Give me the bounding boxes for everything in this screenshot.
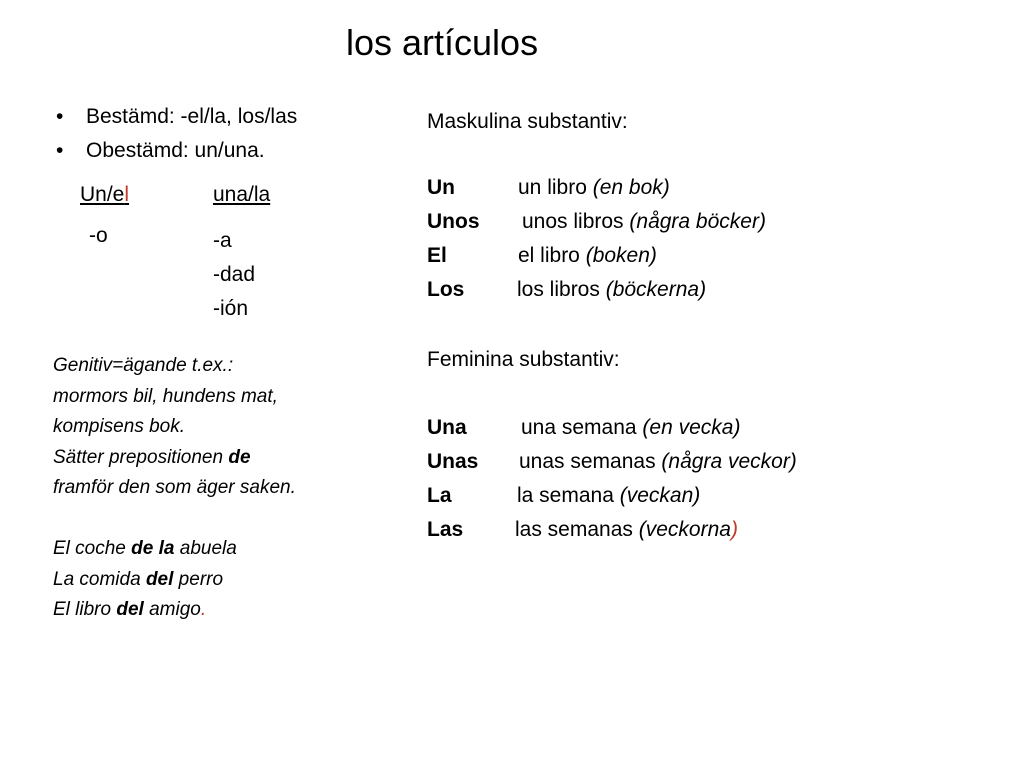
example-text: abuela [174, 538, 237, 559]
bullet-text: Bestämd: -el/la, los/las [86, 105, 298, 128]
example-text: la semana [517, 484, 620, 507]
masc-ending: -o [89, 224, 108, 247]
example-translation: (några böcker) [629, 210, 766, 233]
fem-ending: -a [213, 229, 232, 252]
bullet-dot-icon: • [56, 105, 64, 128]
genitive-line: Genitiv=ägande t.ex.: [53, 355, 234, 376]
article-example [522, 210, 766, 234]
article-example [517, 484, 700, 508]
genitive-example [53, 534, 393, 565]
article-example [518, 176, 670, 200]
example-text: El libro [53, 599, 117, 620]
example-translation: (veckorna [638, 518, 731, 541]
example-text: La comida [53, 568, 146, 590]
example-bold: del [116, 599, 144, 620]
fem-ending-header: una/la [213, 183, 271, 206]
genitive-block [53, 351, 393, 626]
article-label: Los [427, 278, 465, 301]
example-text: un libro [518, 176, 593, 199]
example-text: unas semanas [519, 450, 662, 473]
genitive-line: mormors bil, hundens mat, [53, 385, 278, 407]
masculine-heading: Maskulina substantiv: [427, 110, 628, 133]
example-translation: (en vecka) [642, 416, 741, 439]
example-text: las semanas [515, 518, 639, 541]
example-translation: (veckan) [619, 484, 701, 507]
article-row [427, 484, 927, 518]
article-row [427, 176, 927, 210]
article-example [515, 518, 738, 542]
article-label: El [427, 244, 447, 267]
example-text: los libros [517, 278, 606, 301]
example-text: El coche [53, 538, 132, 559]
genitive-example [53, 595, 393, 626]
spacer [53, 504, 393, 535]
article-example [517, 278, 706, 302]
fem-ending: -ión [213, 297, 249, 320]
example-text: una semana [521, 416, 643, 439]
masc-header-main: Un/e [80, 183, 125, 206]
masc-ending-header [80, 183, 129, 207]
example-translation: (böckerna) [605, 278, 707, 301]
bullet-list [56, 102, 396, 164]
bullet-item [56, 102, 396, 132]
example-translation: (boken) [585, 244, 657, 267]
article-label: Una [427, 416, 467, 439]
feminine-heading: Feminina substantiv: [427, 348, 620, 371]
article-row [427, 210, 927, 244]
bullet-dot-icon: • [56, 139, 64, 162]
example-red-suffix: . [200, 599, 207, 620]
genitive-bold: de [228, 446, 251, 468]
example-bold: del [145, 568, 174, 590]
article-label: Unas [427, 450, 479, 473]
genitive-line: framför den som äger saken. [53, 477, 296, 498]
article-row [427, 416, 927, 450]
feminine-table [427, 416, 927, 556]
slide-title: los artículos [346, 22, 539, 63]
article-label: Unos [427, 210, 480, 233]
masculine-table [427, 176, 927, 316]
article-row [427, 244, 927, 278]
example-bold: de la [131, 538, 175, 559]
genitive-line: kompisens bok. [53, 416, 186, 437]
example-text: unos libros [522, 210, 630, 233]
article-example [519, 450, 797, 474]
example-red-suffix: ) [730, 518, 738, 541]
article-label: Un [427, 176, 455, 199]
genitive-text: Sätter prepositionen [53, 446, 229, 468]
article-row [427, 518, 927, 552]
example-translation: (en bok) [592, 176, 670, 199]
genitive-line [53, 443, 393, 474]
bullet-item [56, 136, 396, 166]
article-example [521, 416, 740, 440]
example-text: el libro [518, 244, 586, 267]
article-row [427, 450, 927, 484]
example-text: perro [173, 568, 224, 590]
example-text: amigo [143, 599, 201, 620]
article-row [427, 278, 927, 312]
article-example [518, 244, 657, 268]
genitive-example [53, 565, 393, 596]
fem-ending: -dad [213, 263, 256, 286]
article-label: Las [427, 518, 464, 541]
example-translation: (några veckor) [661, 450, 797, 473]
masc-header-red: l [124, 183, 130, 206]
bullet-text: Obestämd: un/una. [86, 139, 265, 162]
article-label: La [427, 484, 452, 507]
